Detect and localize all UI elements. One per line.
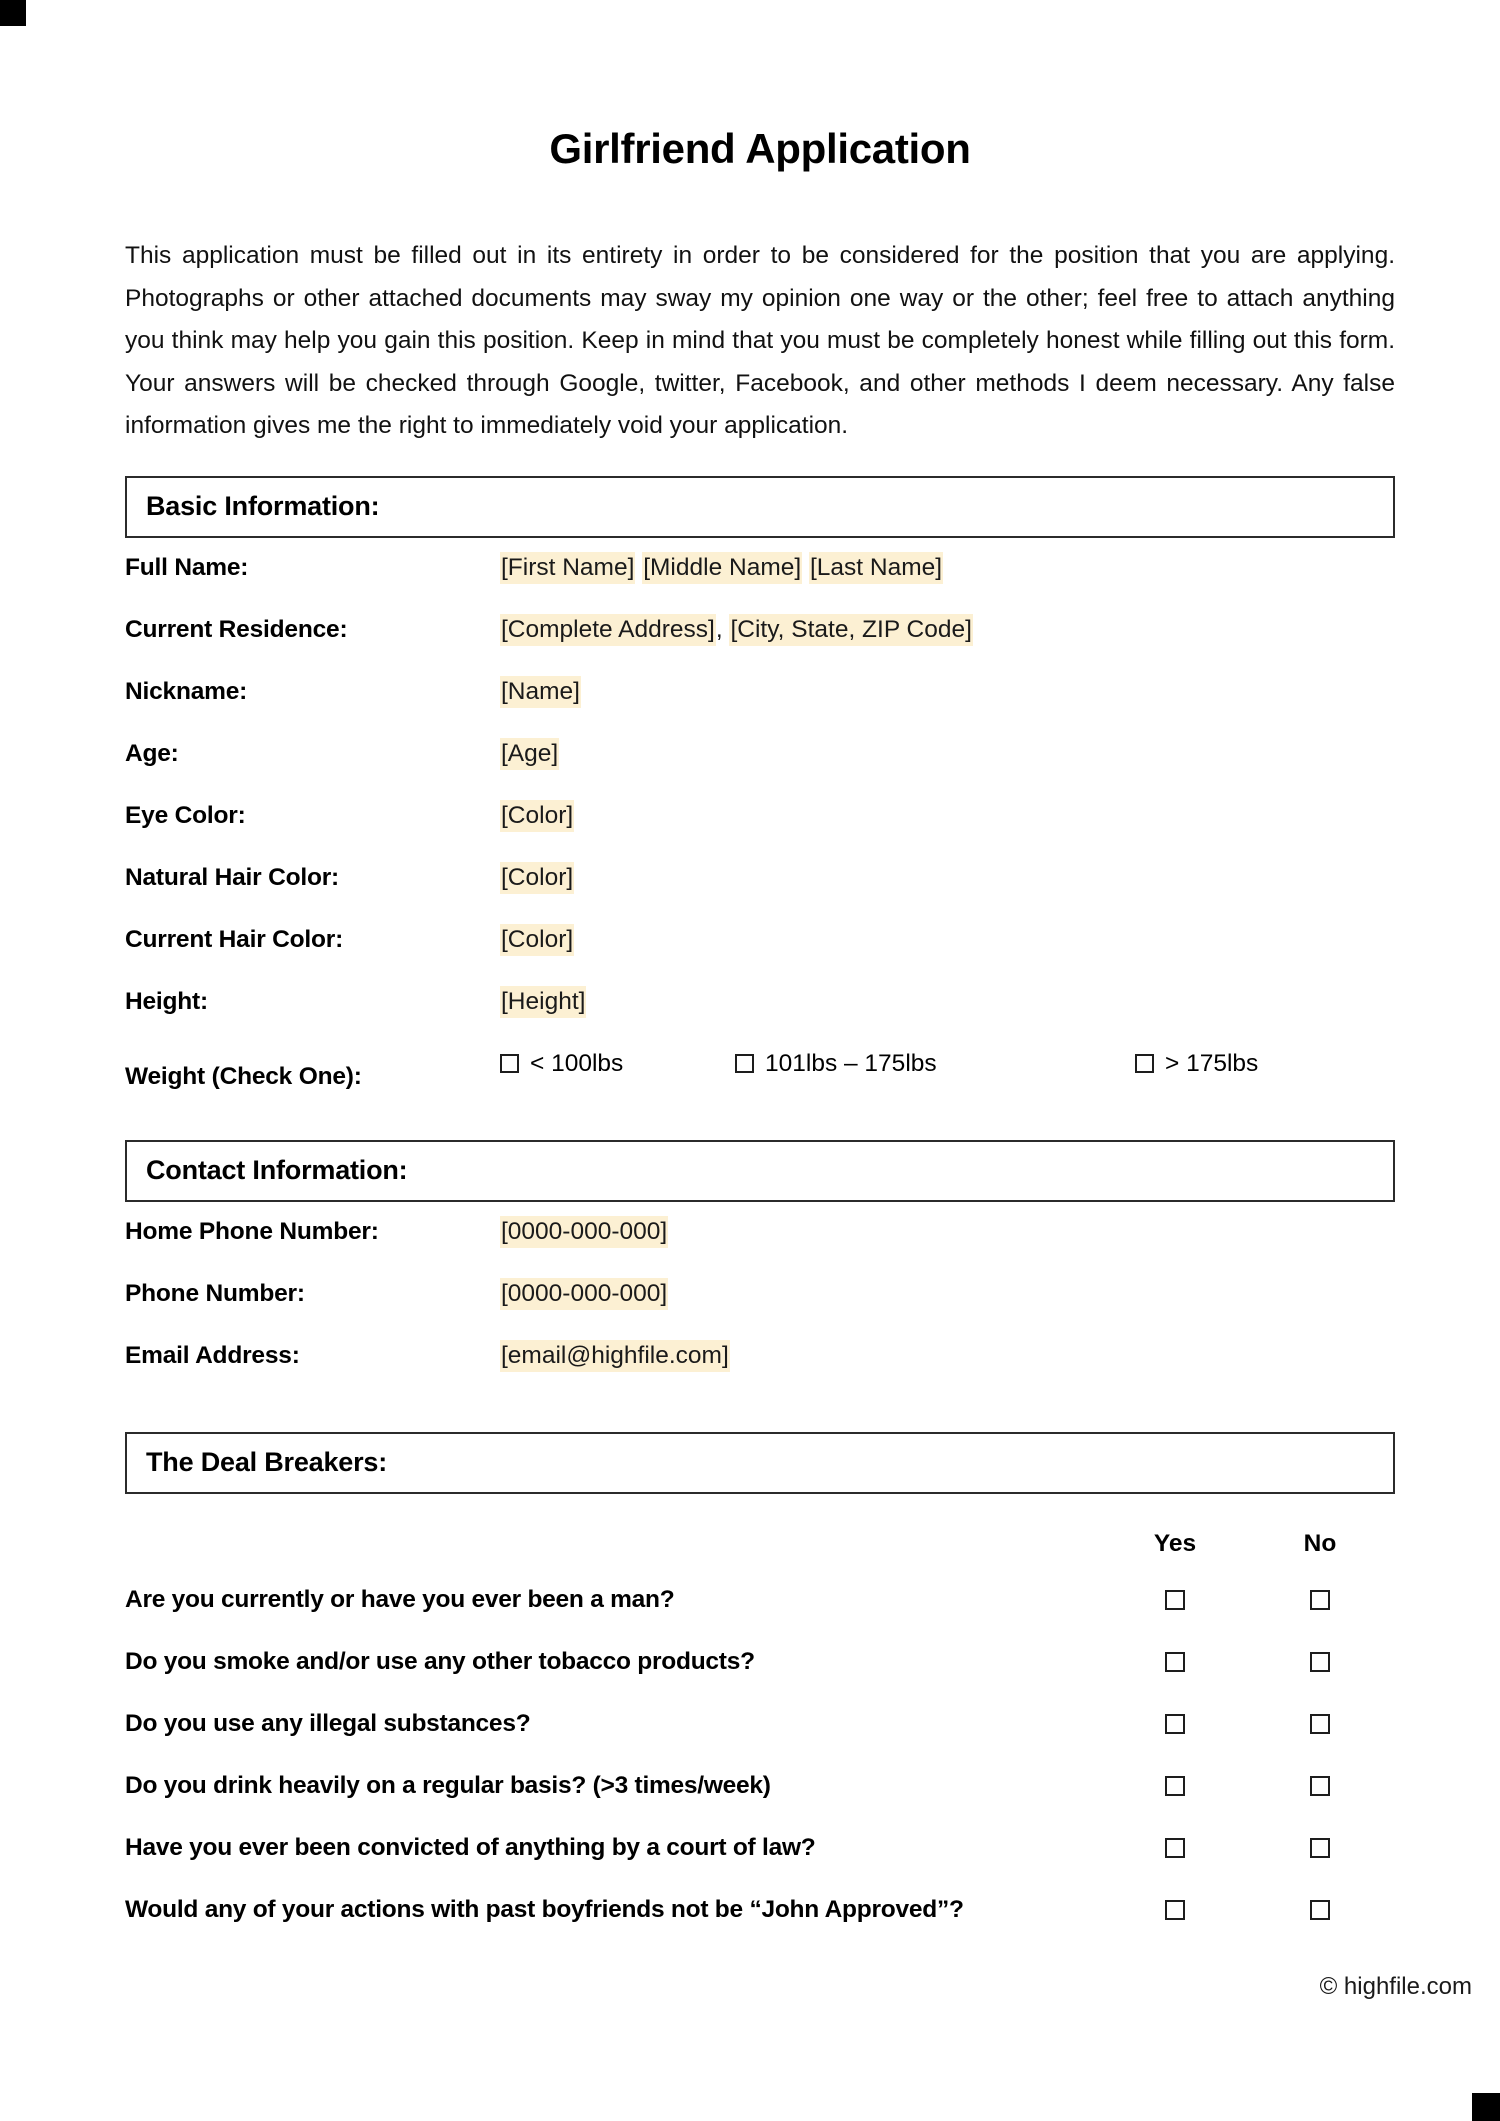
weight-option[interactable]: [500, 1050, 623, 1078]
field-placeholder-token[interactable]: [0000-000-000]: [500, 1278, 668, 1310]
checkbox-yes-icon[interactable]: [1165, 1652, 1185, 1672]
column-header-yes: Yes: [1153, 1529, 1197, 1557]
document-content: [125, 0, 1395, 1948]
contact-information-fields: [125, 1202, 1395, 1404]
weight-check-row: [125, 1050, 1395, 1112]
field-placeholder-token[interactable]: [Color]: [500, 800, 574, 832]
weight-option-label: < 100lbs: [530, 1049, 624, 1077]
checkbox-yes-icon[interactable]: [1165, 1838, 1185, 1858]
corner-registration-mark-bottom-right: [1472, 2093, 1500, 2121]
basic-information-fields: [125, 538, 1395, 1050]
checkbox-no-icon[interactable]: [1310, 1838, 1330, 1858]
deal-breaker-row: [125, 1886, 1395, 1948]
field-row: [125, 740, 1395, 802]
weight-option[interactable]: [1135, 1050, 1258, 1078]
field-label: Email Address:: [125, 1341, 300, 1369]
field-label: Age:: [125, 739, 179, 767]
field-row: [125, 864, 1395, 926]
field-value[interactable]: [500, 864, 574, 892]
checkbox-yes-icon[interactable]: [1165, 1714, 1185, 1734]
field-row: [125, 988, 1395, 1050]
field-placeholder-token[interactable]: [Last Name]: [809, 552, 943, 584]
deal-breaker-question: Do you smoke and/or use any other tobacco products?: [125, 1647, 755, 1675]
section-header-basic-information: [125, 476, 1395, 538]
weight-label: Weight (Check One):: [125, 1062, 362, 1090]
deal-breaker-row: [125, 1824, 1395, 1886]
checkbox-yes-icon[interactable]: [1165, 1900, 1185, 1920]
deal-breakers-questions: [125, 1576, 1395, 1948]
field-label: Full Name:: [125, 553, 249, 581]
field-value[interactable]: [500, 616, 973, 644]
section-header-deal-breakers: [125, 1432, 1395, 1494]
weight-option-label: > 175lbs: [1165, 1049, 1259, 1077]
field-value[interactable]: [500, 678, 581, 706]
field-value[interactable]: [500, 1342, 730, 1370]
field-placeholder-token[interactable]: [Color]: [500, 924, 574, 956]
footer-copyright: © highfile.com: [1319, 1973, 1472, 2000]
field-placeholder-token[interactable]: [Complete Address]: [500, 614, 716, 646]
field-row: [125, 1280, 1395, 1342]
checkbox-no-icon[interactable]: [1310, 1776, 1330, 1796]
section-header-contact-information: [125, 1140, 1395, 1202]
field-row: [125, 678, 1395, 740]
field-label: Phone Number:: [125, 1279, 305, 1307]
deal-breaker-row: [125, 1576, 1395, 1638]
checkbox-no-icon[interactable]: [1310, 1590, 1330, 1610]
intro-paragraph: This application must be filled out in its entirety in order to be considered for the position that you are applying. Photographs or other attached documents may sway my opinion one way or the other; feel free to attach anything you think may help you gain this position. Keep in mind that you must be completely honest while filling out this form. Your answers will be checked through Google, twitter, Facebook, and other methods I deem necessary. Any false information gives me the right to immediately void your application.: [125, 242, 1395, 440]
deal-breaker-question: Would any of your actions with past boyfriends not be “John Approved”?: [125, 1895, 964, 1923]
checkbox-icon[interactable]: [735, 1054, 754, 1073]
field-row: [125, 802, 1395, 864]
column-header-no: No: [1303, 1529, 1337, 1557]
checkbox-yes-icon[interactable]: [1165, 1590, 1185, 1610]
deal-breaker-question: Do you drink heavily on a regular basis? (>3 times/week): [125, 1771, 771, 1799]
field-row: [125, 554, 1395, 616]
field-placeholder-token[interactable]: [First Name]: [500, 552, 635, 584]
section-title-deal-breakers: The Deal Breakers:: [146, 1447, 388, 1478]
deal-breaker-row: [125, 1700, 1395, 1762]
field-label: Natural Hair Color:: [125, 863, 340, 891]
field-placeholder-token[interactable]: [City, State, ZIP Code]: [729, 614, 972, 646]
field-value[interactable]: [500, 740, 559, 768]
checkbox-icon[interactable]: [1135, 1054, 1154, 1073]
field-label: Current Residence:: [125, 615, 348, 643]
field-label: Height:: [125, 987, 208, 1015]
field-value[interactable]: [500, 1218, 668, 1246]
field-placeholder-token[interactable]: [Age]: [500, 738, 559, 770]
deal-breaker-question: Are you currently or have you ever been a man?: [125, 1585, 675, 1613]
field-separator-token: [802, 554, 809, 581]
field-row: [125, 1342, 1395, 1404]
page-title: Girlfriend Application: [549, 125, 971, 172]
field-placeholder-token[interactable]: [Color]: [500, 862, 574, 894]
weight-options-group[interactable]: [500, 1050, 1395, 1084]
deal-breaker-row: [125, 1638, 1395, 1700]
section-title-basic-information: Basic Information:: [146, 491, 380, 522]
field-value[interactable]: [500, 554, 943, 582]
field-separator-token: ,: [715, 615, 730, 643]
field-row: [125, 1218, 1395, 1280]
field-value[interactable]: [500, 988, 586, 1016]
checkbox-no-icon[interactable]: [1310, 1652, 1330, 1672]
section-title-contact-information: Contact Information:: [146, 1155, 408, 1186]
field-value[interactable]: [500, 926, 574, 954]
deal-breaker-question: Do you use any illegal substances?: [125, 1709, 531, 1737]
field-label: Eye Color:: [125, 801, 246, 829]
field-placeholder-token[interactable]: [Name]: [500, 676, 581, 708]
deal-breaker-row: [125, 1762, 1395, 1824]
field-label: Home Phone Number:: [125, 1217, 379, 1245]
checkbox-no-icon[interactable]: [1310, 1900, 1330, 1920]
field-row: [125, 616, 1395, 678]
field-placeholder-token[interactable]: [0000-000-000]: [500, 1216, 668, 1248]
field-row: [125, 926, 1395, 988]
checkbox-icon[interactable]: [500, 1054, 519, 1073]
field-placeholder-token[interactable]: [email@highfile.com]: [500, 1340, 730, 1372]
weight-option-label: 101lbs – 175lbs: [765, 1049, 937, 1077]
deal-breaker-question: Have you ever been convicted of anything by a court of law?: [125, 1833, 816, 1861]
field-label: Nickname:: [125, 677, 248, 705]
checkbox-yes-icon[interactable]: [1165, 1776, 1185, 1796]
corner-registration-mark-top-left: [0, 0, 26, 26]
deal-breakers-column-headers: [125, 1516, 1395, 1576]
field-value[interactable]: [500, 1280, 668, 1308]
checkbox-no-icon[interactable]: [1310, 1714, 1330, 1734]
field-placeholder-token[interactable]: [Height]: [500, 986, 586, 1018]
field-label: Current Hair Color:: [125, 925, 344, 953]
weight-option[interactable]: [735, 1050, 937, 1078]
field-placeholder-token[interactable]: [Middle Name]: [642, 552, 802, 584]
field-value[interactable]: [500, 802, 574, 830]
